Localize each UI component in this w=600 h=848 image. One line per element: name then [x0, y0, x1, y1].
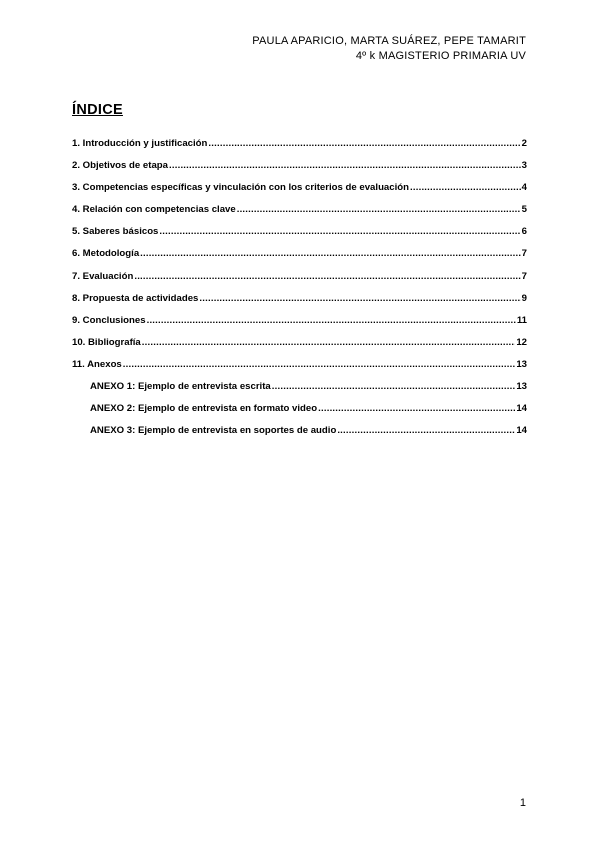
- toc-leader: [123, 359, 516, 370]
- toc-page: 11: [516, 314, 527, 326]
- toc-label: 1. Introducción y justificación: [72, 138, 208, 149]
- toc-page: 14: [516, 425, 527, 437]
- toc-label: 11. Anexos: [72, 358, 122, 370]
- toc-page: 4: [521, 182, 527, 194]
- table-of-contents: [72, 138, 527, 447]
- toc-page: 7: [521, 248, 527, 260]
- toc-entry-9[interactable]: [72, 315, 527, 337]
- toc-label: ANEXO 1: Ejemplo de entrevista escrita: [90, 381, 271, 393]
- index-title: ÍNDICE: [72, 102, 123, 118]
- toc-leader: [272, 381, 516, 392]
- toc-page: 6: [521, 226, 527, 238]
- toc-label: 9. Conclusiones: [72, 314, 146, 326]
- toc-entry-11[interactable]: [72, 359, 527, 381]
- toc-page: 7: [521, 270, 527, 282]
- toc-leader: [208, 138, 520, 149]
- toc-subentry-anexo-3[interactable]: [72, 425, 527, 447]
- toc-page: 14: [516, 403, 527, 415]
- header-course: 4º k MAGISTERIO PRIMARIA UV: [355, 50, 526, 62]
- toc-entry-3[interactable]: [72, 182, 527, 204]
- toc-label: 7. Evaluación: [72, 270, 134, 282]
- toc-entry-5[interactable]: [72, 226, 527, 248]
- toc-entry-4[interactable]: [72, 204, 527, 226]
- toc-page: 3: [521, 160, 527, 172]
- toc-page: 13: [516, 381, 527, 393]
- toc-page: 13: [516, 358, 527, 370]
- toc-leader: [159, 226, 520, 237]
- header-authors: PAULA APARICIO, MARTA SUÁREZ, PEPE TAMARIT: [252, 35, 526, 47]
- page-header: [252, 34, 526, 64]
- toc-page: 2: [521, 138, 527, 149]
- toc-label: 3. Competencias específicas y vinculación con los criterios de evaluación: [72, 182, 409, 194]
- toc-subentry-anexo-1[interactable]: [72, 381, 527, 403]
- toc-label: 5. Saberes básicos: [72, 226, 159, 238]
- toc-leader: [147, 315, 516, 326]
- toc-page: 9: [521, 292, 527, 304]
- toc-label: ANEXO 3: Ejemplo de entrevista en soportes de audio: [90, 425, 337, 437]
- toc-label: 2. Objetivos de etapa: [72, 160, 168, 172]
- toc-entry-6[interactable]: [72, 248, 527, 270]
- toc-label: 4. Relación con competencias clave: [72, 204, 236, 216]
- toc-subentry-anexo-2[interactable]: [72, 403, 527, 425]
- toc-label: ANEXO 2: Ejemplo de entrevista en formato video: [90, 403, 318, 415]
- toc-entry-7[interactable]: [72, 271, 527, 293]
- toc-leader: [199, 293, 520, 304]
- toc-label: 6. Metodología: [72, 248, 140, 260]
- toc-label: 8. Propuesta de actividades: [72, 292, 199, 304]
- toc-leader: [134, 271, 520, 282]
- toc-leader: [318, 403, 515, 414]
- toc-leader: [337, 425, 515, 436]
- toc-page: 5: [521, 204, 527, 216]
- toc-entry-8[interactable]: [72, 293, 527, 315]
- toc-page: 12: [516, 336, 527, 348]
- toc-label: 10. Bibliografía: [72, 336, 141, 348]
- toc-entry-1[interactable]: [72, 138, 527, 160]
- toc-leader: [410, 182, 521, 193]
- toc-entry-2[interactable]: [72, 160, 527, 182]
- page-number: 1: [519, 797, 526, 809]
- toc-leader: [142, 337, 516, 348]
- toc-leader: [237, 204, 521, 215]
- toc-entry-10[interactable]: [72, 337, 527, 359]
- toc-leader: [169, 160, 521, 171]
- toc-leader: [140, 248, 521, 259]
